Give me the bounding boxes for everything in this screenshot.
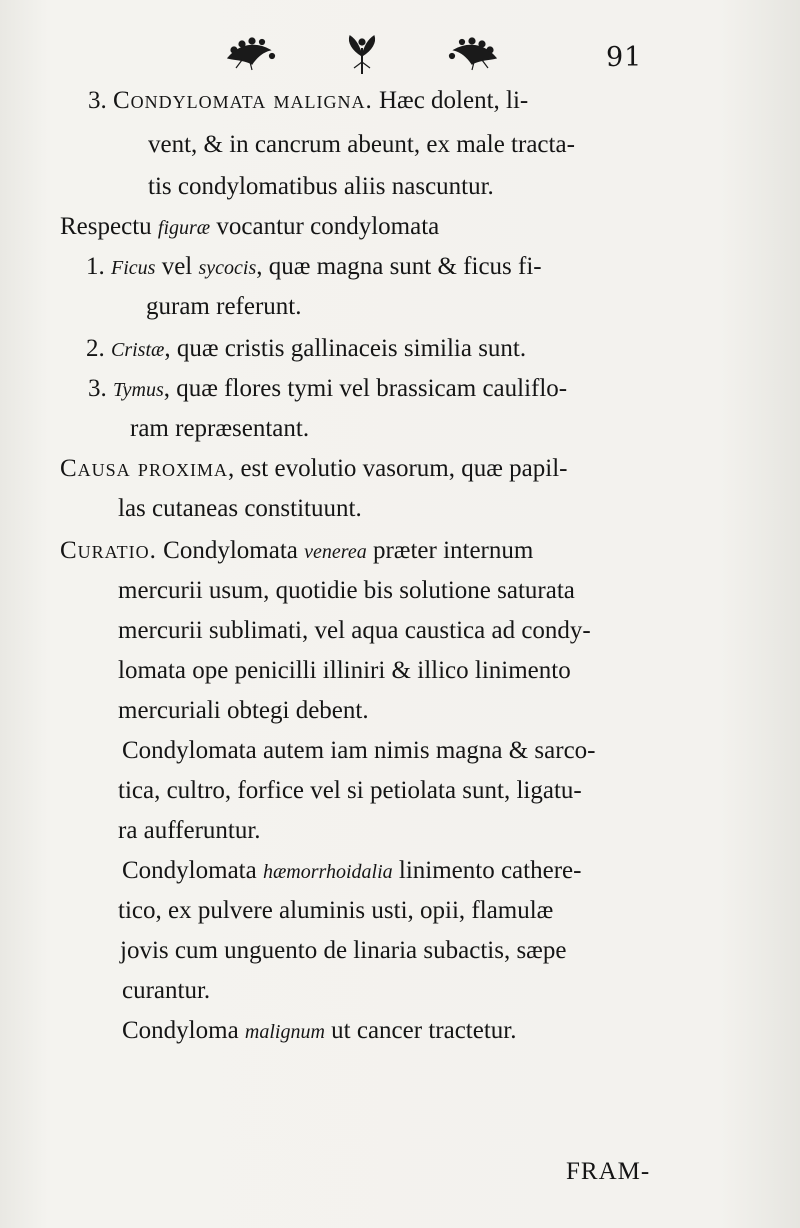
text-span: vocantur condylomata <box>216 213 440 240</box>
text-line-20 <box>122 854 581 889</box>
text-span: linimento cathere- <box>398 857 582 884</box>
text-span: vel <box>161 253 193 280</box>
italic-term: Ficus <box>111 257 156 279</box>
text-line-9: ram repræsentant. <box>130 415 310 442</box>
text-line-1 <box>88 84 528 118</box>
catchword: FRAM- <box>566 1158 651 1185</box>
text-span: Condylomata <box>122 857 257 884</box>
italic-term: malignum <box>244 1021 325 1043</box>
text-line-4 <box>60 210 439 245</box>
text-line-6: guram referunt. <box>146 293 302 320</box>
text-span: , quæ magna sunt & ficus fi- <box>256 253 542 280</box>
text-line-15: lomata ope penicilli illiniri & illico linimento <box>118 657 571 684</box>
italic-term: Tymus <box>113 379 164 401</box>
text-line-22: jovis cum unguento de linaria subactis, sæpe <box>120 937 567 964</box>
text-line-16: mercuriali obtegi debent. <box>118 697 369 724</box>
list-number: 2. <box>86 335 105 362</box>
text-span: Respectu <box>60 213 152 240</box>
text-line-8 <box>88 372 567 407</box>
text-span: ut cancer tractetur. <box>331 1017 517 1044</box>
section-heading: Condylomata maligna. <box>113 87 373 114</box>
text-span: Hæc dolent, li- <box>378 87 529 114</box>
italic-term: hæmorrhoidalia <box>262 861 393 883</box>
text-line-12 <box>60 534 533 569</box>
text-span: Condyloma <box>122 1017 239 1044</box>
page-number: 91 <box>606 42 643 73</box>
list-number: 3. <box>88 375 107 402</box>
list-number: 3. <box>88 87 107 114</box>
italic-term: sycocis <box>198 257 257 279</box>
text-span: , quæ flores tymi vel brassicam cauliflo- <box>163 375 568 402</box>
text-line-17: Condylomata autem iam nimis magna & sarco- <box>122 737 596 764</box>
text-line-24 <box>122 1014 516 1049</box>
text-line-2: vent, & in cancrum abeunt, ex male tracta- <box>148 131 575 158</box>
text-span: , est evolutio vasorum, quæ papil- <box>227 455 568 482</box>
section-heading: Causa proxima <box>60 455 228 482</box>
text-span: Condylomata <box>163 537 298 564</box>
text-line-18: tica, cultro, forfice vel si petiolata sunt, ligatu- <box>118 777 582 804</box>
section-heading: Curatio. <box>60 537 157 564</box>
text-line-14: mercurii sublimati, vel aqua caustica ad condy- <box>118 617 591 644</box>
italic-term: figuræ <box>157 217 211 239</box>
text-line-5 <box>86 250 542 285</box>
text-line-21: tico, ex pulvere aluminis usti, opii, flamulæ <box>118 897 554 924</box>
text-line-11: las cutaneas constituunt. <box>118 495 362 522</box>
text-line-19: ra aufferuntur. <box>118 817 261 844</box>
text-line-10 <box>60 452 568 486</box>
text-line-23: curantur. <box>122 977 211 1004</box>
italic-term: venerea <box>304 541 367 563</box>
floral-headpiece-ornament-icon <box>222 30 502 74</box>
text-line-7 <box>86 332 526 367</box>
text-span: præter internum <box>372 537 534 564</box>
text-span: , quæ cristis gallinaceis similia sunt. <box>164 335 527 362</box>
list-number: 1. <box>86 253 105 280</box>
text-line-3: tis condylomatibus aliis nascuntur. <box>148 173 494 200</box>
italic-term: Cristæ <box>111 339 165 361</box>
text-line-13: mercurii usum, quotidie bis solutione saturata <box>118 577 575 604</box>
